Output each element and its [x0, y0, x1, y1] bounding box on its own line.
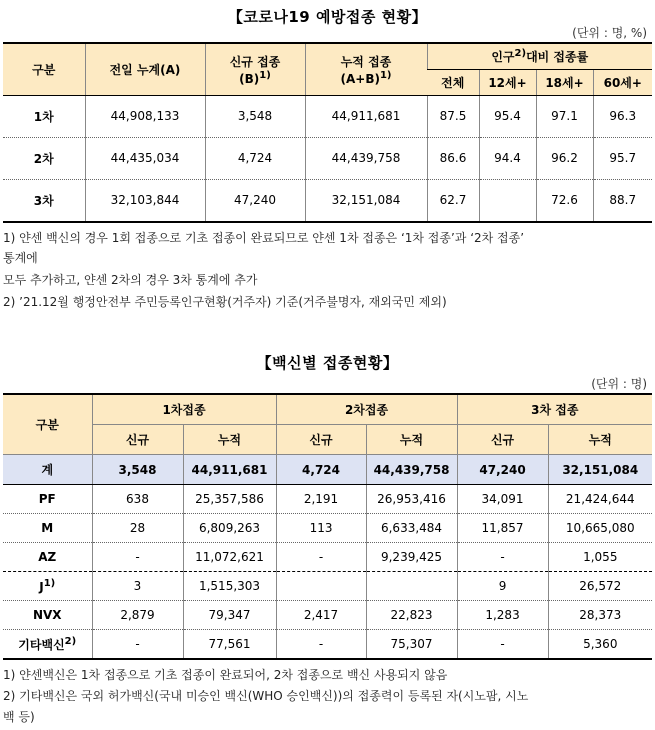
header-rate-12plus: 12세+ [479, 69, 536, 95]
cell-d3-cum: 1,055 [548, 543, 652, 572]
cell-rate-all: 87.5 [427, 95, 479, 137]
cell-d3-new: 11,857 [457, 514, 548, 543]
cell-d1-cum: 11,072,621 [183, 543, 276, 572]
cell-d2-new: 2,417 [276, 601, 366, 630]
cell-rate-12 [479, 179, 536, 222]
header-new [205, 43, 305, 95]
cell-d2-cum: 75,307 [366, 630, 457, 660]
table-row [3, 543, 652, 572]
footnote-2-cont: 백 등) [3, 710, 35, 724]
footnote-ref: 1) [259, 69, 271, 81]
row-label: NVX [3, 601, 92, 630]
footnote-2: 2) ’21.12월 행정안전부 주민등록인구현황(거주자) 기준(거주불명자, 재외국민 제외) [3, 295, 447, 309]
header-dose1: 1차접종 [92, 394, 276, 425]
cell-prev: 44,908,133 [85, 95, 205, 137]
cell-prev: 32,103,844 [85, 179, 205, 222]
header-cum-line2: $(A+B)^{1)}$ [340, 69, 392, 86]
cell-d2-cum: 44,439,758 [366, 455, 457, 485]
header-dose3-cum: 누적 [548, 425, 652, 455]
cell-new: 3,548 [205, 95, 305, 137]
row-label: M [3, 514, 92, 543]
table-row [3, 485, 652, 514]
cell-rate-60: 96.3 [593, 95, 652, 137]
cell-rate-18: 97.1 [536, 95, 593, 137]
header-dose3-new: 신규 [457, 425, 548, 455]
footnote-1: 1) 얀센백신은 1차 접종으로 기초 접종이 완료되어, 2차 접종으로 백신 사용되지 않음 [3, 668, 448, 682]
header-dose2: 2차접종 [276, 394, 457, 425]
cell-d2-new: 113 [276, 514, 366, 543]
cell-d3-new: - [457, 630, 548, 660]
header-dose1-new: 신규 [92, 425, 183, 455]
cell-d3-cum: 21,424,644 [548, 485, 652, 514]
cell-d1-cum: 77,561 [183, 630, 276, 660]
cell-new: 47,240 [205, 179, 305, 222]
cell-cum: 32,151,084 [305, 179, 427, 222]
cell-d1-new: - [92, 543, 183, 572]
cell-d2-new: - [276, 543, 366, 572]
footnote-1-cont: 통계에 [3, 251, 38, 265]
cell-d2-new [276, 572, 366, 601]
row-label: 3차 [3, 179, 85, 222]
cell-d1-cum: 79,347 [183, 601, 276, 630]
cell-d3-new: - [457, 543, 548, 572]
footnote-ref: 2) [64, 635, 77, 647]
cell-d1-new: 28 [92, 514, 183, 543]
cell-rate-12: 94.4 [479, 137, 536, 179]
cell-d3-new: 34,091 [457, 485, 548, 514]
cell-d2-cum: 22,823 [366, 601, 457, 630]
header-category: 구분 [3, 394, 92, 455]
table-row-total [3, 455, 652, 485]
table-row [3, 514, 652, 543]
cell-d1-new: 2,879 [92, 601, 183, 630]
table-row [3, 601, 652, 630]
cell-d2-cum: 6,633,484 [366, 514, 457, 543]
vaccination-status-table [3, 42, 652, 223]
cell-rate-60: 95.7 [593, 137, 652, 179]
header-dose2-cum: 누적 [366, 425, 457, 455]
cell-d1-cum: 25,357,586 [183, 485, 276, 514]
cell-d3-cum: 28,373 [548, 601, 652, 630]
row-label: AZ [3, 543, 92, 572]
section1-unit: (단위 : 명, %) [572, 26, 647, 40]
row-label: $J^{1)}$ [3, 572, 92, 601]
cell-rate-all: 62.7 [427, 179, 479, 222]
footnote-ref: 1) [43, 578, 56, 589]
cell-prev: 44,435,034 [85, 137, 205, 179]
cell-d2-cum: 26,953,416 [366, 485, 457, 514]
row-label: PF [3, 485, 92, 514]
header-rate-60plus: 60세+ [593, 69, 652, 95]
footnote-1-cont2: 모두 추가하고, 얀센 2차의 경우 3차 통계에 추가 [3, 273, 258, 287]
cell-new: 4,724 [205, 137, 305, 179]
footnote-2: 2) 기타백신은 국외 허가백신(국내 미승인 백신(WHO 승인백신))의 접종력이 등록된 자(시노팜, 시노 [3, 689, 529, 703]
header-rate-18plus: 18세+ [536, 69, 593, 95]
header-cum-line1: 누적 접종 [340, 54, 392, 69]
cell-d3-new: 1,283 [457, 601, 548, 630]
header-category: 구분 [3, 43, 85, 95]
header-cumulative [305, 43, 427, 95]
cell-d3-cum: 10,665,080 [548, 514, 652, 543]
footnote-1: 1) 얀센 백신의 경우 1회 접종으로 기초 접종이 완료되므로 얀센 1차 접종은 ‘1차 접종’과 ‘2차 접종’ [3, 231, 525, 245]
cell-d1-new: 3,548 [92, 455, 183, 485]
cell-d1-new: 638 [92, 485, 183, 514]
cell-d2-new: 4,724 [276, 455, 366, 485]
row-label: 계 [3, 455, 92, 485]
table-row [3, 572, 652, 601]
cell-d2-cum: 9,239,425 [366, 543, 457, 572]
cell-d3-cum: 26,572 [548, 572, 652, 601]
section2-title: 【백신별 접종현황】 [256, 354, 399, 372]
cell-rate-60: 88.7 [593, 179, 652, 222]
header-new-line1: 신규 접종 [229, 54, 281, 69]
cell-d1-new: 3 [92, 572, 183, 601]
header-dose3: 3차 접종 [457, 394, 652, 425]
header-dose1-cum: 누적 [183, 425, 276, 455]
cell-d3-new: 47,240 [457, 455, 548, 485]
section1-title: 【코로나19 예방접종 현황】 [227, 8, 428, 26]
header-rate-all: 전체 [427, 69, 479, 95]
cell-d1-new: - [92, 630, 183, 660]
cell-d2-new: 2,191 [276, 485, 366, 514]
header-new-line2: $(B)^{1)}$ [239, 69, 271, 86]
cell-rate-18: 96.2 [536, 137, 593, 179]
table-row [3, 630, 652, 660]
cell-cum: 44,439,758 [305, 137, 427, 179]
cell-d2-new: - [276, 630, 366, 660]
cell-d3-new: 9 [457, 572, 548, 601]
header-rate: 인구$^{2)}$대비 접종률 [427, 43, 652, 69]
footnote-ref: 2) [514, 47, 527, 59]
cell-rate-all: 86.6 [427, 137, 479, 179]
cell-d1-cum: 44,911,681 [183, 455, 276, 485]
row-label: 1차 [3, 95, 85, 137]
section2-unit: (단위 : 명) [591, 377, 647, 391]
table-row [3, 137, 652, 179]
row-label: 2차 [3, 137, 85, 179]
header-dose2-new: 신규 [276, 425, 366, 455]
header-prev-total: 전일 누계(A) [85, 43, 205, 95]
cell-cum: 44,911,681 [305, 95, 427, 137]
cell-d3-cum: 32,151,084 [548, 455, 652, 485]
table-row [3, 95, 652, 137]
cell-d3-cum: 5,360 [548, 630, 652, 660]
cell-rate-18: 72.6 [536, 179, 593, 222]
cell-d1-cum: 6,809,263 [183, 514, 276, 543]
footnote-ref: 1) [379, 69, 392, 81]
row-label: 기타백신$^{2)}$ [3, 630, 92, 660]
cell-d2-cum [366, 572, 457, 601]
vaccine-type-table [3, 393, 652, 660]
cell-d1-cum: 1,515,303 [183, 572, 276, 601]
table-row [3, 179, 652, 222]
cell-rate-12: 95.4 [479, 95, 536, 137]
